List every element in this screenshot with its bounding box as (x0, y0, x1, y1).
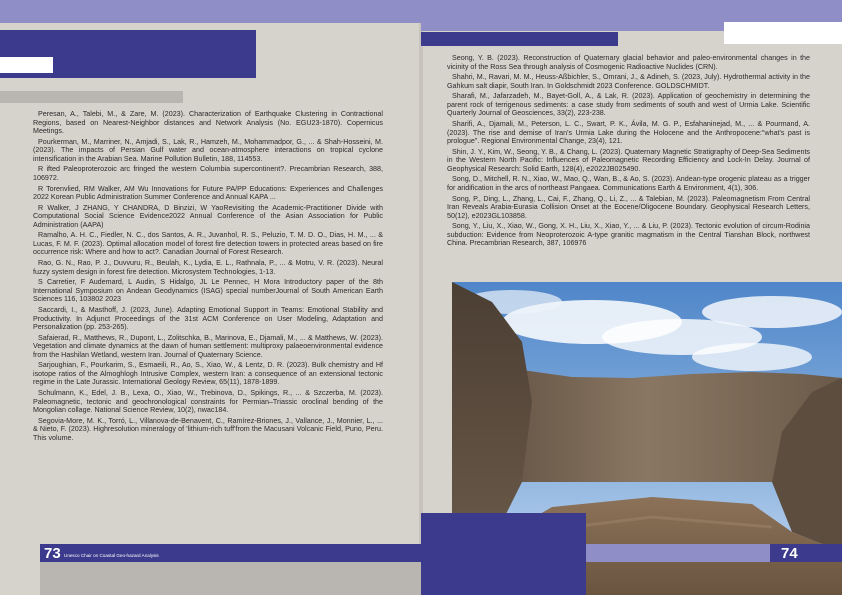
gutter (419, 0, 423, 595)
reference-item: Pourkerman, M., Marriner, N., Amjadi, S., Lak, R., Hamzeh, M., Mohammadpor, G., ... & Shah-Hosseini, M. (2023). The impacts of Persian Gulf water and ocean-atmosphere interactions on tropical cyclone intensification in the Arabian Sea. Marine Pollution Bulletin, 188, 114553. (33, 137, 383, 163)
reference-item: Schulmann, K., Edel, J. B., Lexa, O., Xiao, W., Trebinova, D., Spikings, R., ... & Szczerba, M. (2023). Paleomagnetic, tectonic and geochronological constraints for Permian–Triassic oroclinal bending of the Mongolian collage. National Science Review, 10(2), nwac184. (33, 389, 383, 415)
reference-item: R Torenvlied, RM Walker, AM Wu Innovations for Future PA/PP Educations: Experiences and Challenges 2022 Korean Public Administration Summer Conference and Annual KAPA ... (33, 184, 383, 202)
page-number-left: 73 (44, 545, 61, 562)
reference-item: R Walker, J ZHANG, Y CHANDRA, D Binzizi, W YaoRevisiting the Academic-Practitioner Divide with Computational Social Science Evidence2022 Annual Conference of the Asian Association for Public Administration (AAPA) (33, 203, 383, 229)
top-lavender-band (0, 0, 421, 23)
footer-text: Unesco Chair on Coastal Geo-hazard Analysis (64, 553, 159, 558)
reference-item: Sharafi, M., Jafarzadeh, M., Bayet-Goll, A., & Lak, R. (2023). Application of geochemistry in determining the parent rock of terrigenous sediments: a case study from sediments of south and west of Urmia Lake. Scientific Quarterly Journal of Geosciences, 33(2), 223-238. (447, 92, 810, 118)
reference-item: Sarjoughian, F., Pourkarim, S., Esmaeili, R., Ao, S., Xiao, W., & Lentz, D. R. (2023). Bulk chemistry and Hf isotope ratios of the Almoghlogh Intrusive Complex, western Iran: a consequence of an extensional tectonic regime in the Late Jurassic. International Geology Review, 65(11), 1878-1899. (33, 361, 383, 387)
reference-item: Peresan, A., Talebi, M., & Zare, M. (2023). Characterization of Earthquake Clustering in Contractional Regions, based on Nearest-Neighbor distances and Network Analysis (No. EGU23-1870). Copernicus Meetings. (33, 110, 383, 135)
reference-item: Sharifi, A., Djamali, M., Peterson, L. C., Swart, P. K., Ávila, M. G. P., Esfahaninejad, M., ... & Pourmand, A. (2023). The rise and demise of Iran's Urmia Lake during the Holocene and the Anthropocene:"what's past is prologue". Regional Environmental Change, 23(4), 121. (447, 120, 810, 146)
reference-item: Shin, J. Y., Kim, W., Seong, Y. B., & Chang, L. (2023). Quaternary Magnetic Stratigraphy of Deep-Sea Sediments in the Western North Pacific: Influences of Paleomagnetic Recording Efficiency and Lock-In Delay. Journal of Geophysical Research: Solid Earth, 128(4), e2022JB025490. (447, 147, 810, 173)
reference-item: Ramalho, A. H. C., Fiedler, N. C., dos Santos, A. R., Juvanhol, R. S., Peluzio, T. M. D. O., Dias, H. M., ... & Lucas, F. M. F. (2023). Optimal allocation model of forest fire detection towers in protected areas based on fire occurrence risk: Where and how to act?. Canadian Journal of Forest Research. (33, 231, 383, 257)
reference-item: Safaierad, R., Matthews, R., Dupont, L., Zolitschka, B., Marinova, E., Djamali, M., ... & Matthews, W. (2023). Vegetation and climate dynamics at the dawn of human settlement: multiproxy palaeoenvironmental evidence from the Hashilan Wetland, western Iran. Journal of Quaternary Science. (33, 333, 383, 359)
right-white-bar (724, 22, 842, 44)
reference-item: Segovia-More, M. K., Torró, L., Villanova-de-Benavent, C., Ramírez-Briones, J., Vallance, J., Monnier, L., ... & Nieto, F. (2023). Highresolution mineralogy of 'lithium-rich tuff'from the Macusani Volcanic Field, Puno, Peru. This volume. (33, 416, 383, 442)
left-white-bar (0, 57, 53, 73)
right-references (447, 54, 810, 250)
reference-item: S Carretier, F Audemard, L Audin, S Hidalgo, JL Le Pennec, H Mora Introductory paper of the 8th International Symposium on Andean Geodynamics (ISAG) special numberJournal of South American Earth Sciences 116, 103802 2023 (33, 278, 383, 304)
reference-item: R ifted Paleoproterozoic arc fringed the western Columbia supercontinent?. Precambrian Research, 388, 106972. (33, 165, 383, 182)
reference-item: Song, P., Ding, L., Zhang, L., Cai, F., Zhang, Q., Li, Z., ... & Talebian, M. (2023). Paleomagnetism From Central Iran Reveals Arabia-Eurasia Collision Onset at the Eocene/Oligocene Boundary. Geophysical Research Letters, 50(12), e2023GL103858. (447, 194, 810, 220)
bottom-right-lavender-bar (586, 544, 770, 562)
reference-item: Song, D., Mitchell, R. N., Xiao, W., Mao, Q., Wan, B., & Ao, S. (2023). Andean-type orogenic plateau as a trigger for aridification in the arcs of northeast Pangaea. Communications Earth & Environment, 4(1), 306. (447, 175, 810, 192)
right-navy-bar (421, 32, 618, 46)
reference-item: Saccardi, I., & Masthoff, J. (2023, June). Adapting Emotional Support in Teams: Emotional Stability and Productivity. In Adjunct Proceedings of the 31st ACM Conference on User Modeling, Adaptation and Personalization (pp. 253-265). (33, 306, 383, 331)
page-number-right: 74 (781, 545, 798, 562)
left-references (33, 110, 383, 444)
reference-item: Song, Y., Liu, X., Xiao, W., Gong, X. H., Liu, X., Xiao, Y., ... & Liu, P. (2023). Tectonic evolution of circum-Rodinia subduction: Evidence from Neoproterozoic A-type granitic magmatism in the Central Tianshan Block, northwest China. Precambrian Research, 387, 106976 (447, 222, 810, 248)
bottom-right-navy-block (421, 513, 586, 595)
left-grey-bar (0, 91, 183, 103)
reference-item: Rao, G. N., Rao, P. J., Duvvuru, R., Beulah, K., Lydia, E. L., Rathnala, P., ... & Motru, V. R. (2023). Neural fuzzy system design in forest fire detection. Microsystem Technologies, 1-13. (33, 259, 383, 276)
bottom-left-grey-bar (40, 562, 421, 595)
reference-item: Seong, Y. B. (2023). Reconstruction of Quaternary glacial behavior and paleo-environmental changes in the vicinity of the Ross Sea through analysis of Cosmogenic Radioactive Nuclides (CRN). (447, 54, 810, 71)
reference-item: Shahri, M., Ravari, M. M., Heuss-Aßbichler, S., Omrani, J., & Adineh, S. (2023, July). Hydrothermal activity in the Gahkum salt diapir, South Iran. In Goldschmidt 2023 Conference. GOLDSCHMIDT. (447, 73, 810, 90)
